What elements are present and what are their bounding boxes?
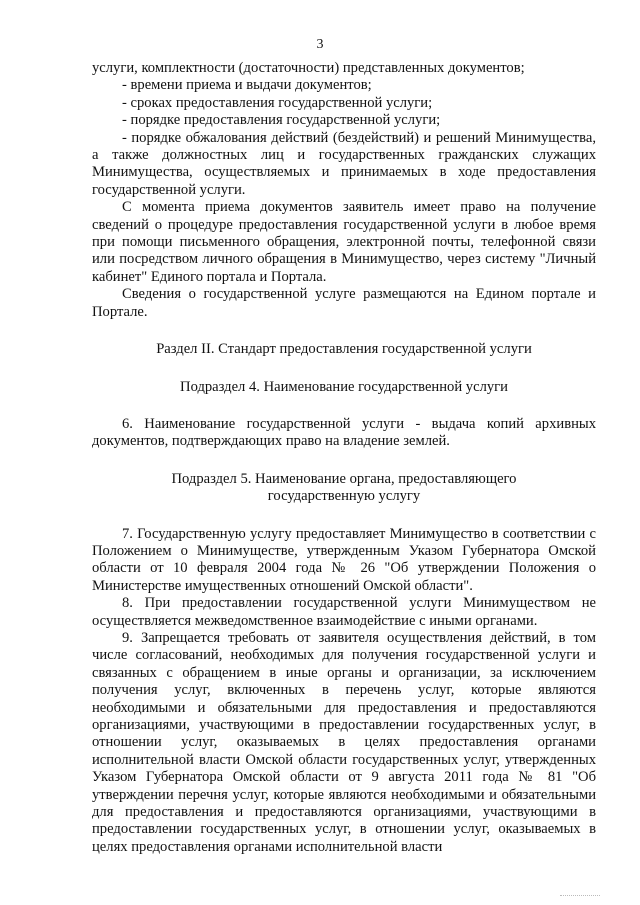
- paragraph-applicant-rights: С момента приема документов заявитель имеет право на получение сведений о процедуре предоставления государственной услуги в любое время при помощи письменного обращения, электронной почты, телефонной связи или посредством личного обращения в Минимущество, через систему "Личный кабинет" Единого портала и Портала.: [92, 199, 596, 285]
- item-9: 9. Запрещается требовать от заявителя осуществления действий, в том числе согласований, необходимых для получения государственной услуги и связанных с обращением в иные органы и организации, за исключением получения услуг, включенных в перечень услуг, которые являются необходимыми и обязательными для предоставления и предоставляются организациями, участвующими в предоставлении государственных услуг, в отношении услуг, оказываемых в целях предоставления органами исполнительной власти Омской области государственных услуг, утвержденных Указом Губернатора Омской области от 9 августа 2011 года № 81 "Об утверждении перечня услуг, которые являются необходимыми и обязательными для предоставления и предоставляются организациями, участвующими в предоставлении государственных услуг, в отношении услуг, оказываемых в целях предоставления органами исполнительной власти: [92, 629, 596, 855]
- item-7: 7. Государственную услугу предоставляет Минимущество в соответствии с Положением о Минимуществе, утвержденным Указом Губернатора Омской области от 10 февраля 2004 года № 26 "Об утверждении Положения о Министерстве имущественных отношений Омской области".: [92, 525, 596, 594]
- page-number: 3: [316, 37, 324, 52]
- paragraph-portal-info: Сведения о государственной услуге размещаются на Едином портале и Портале.: [92, 286, 596, 320]
- list-item-appeal-procedure: - порядке обжалования действий (бездействий) и решений Минимущества, а также должностных лиц и государственных гражданских служащих Минимущества, осуществляемых и принимаемых в ходе предоставления государственной услуги.: [92, 129, 596, 198]
- subsection-heading-4: Подраздел 4. Наименование государственной услуги: [180, 378, 508, 395]
- document-body: [92, 60, 596, 856]
- list-item-service-procedure: - порядке предоставления государственной услуги;: [122, 112, 441, 129]
- list-item-reception-time: - времени приема и выдачи документов;: [122, 77, 372, 94]
- item-6: 6. Наименование государственной услуги - выдача копий архивных документов, подтверждающих право на владение землей.: [92, 415, 596, 450]
- list-item-service-terms: - сроках предоставления государственной услуги;: [122, 94, 433, 111]
- paragraph-continuation: услуги, комплектности (достаточности) представленных документов;: [92, 60, 525, 76]
- footer-dotted-mark: [560, 895, 600, 897]
- subsection-heading-5-line2: государственную услугу: [267, 488, 421, 505]
- section-heading-2: Раздел II. Стандарт предоставления государственной услуги: [156, 341, 532, 358]
- subsection-heading-5-line1: Подраздел 5. Наименование органа, предоставляющего: [171, 470, 517, 487]
- item-8: 8. При предоставлении государственной услуги Минимуществом не осуществляется межведомственное взаимодействие с иными органами.: [92, 595, 596, 629]
